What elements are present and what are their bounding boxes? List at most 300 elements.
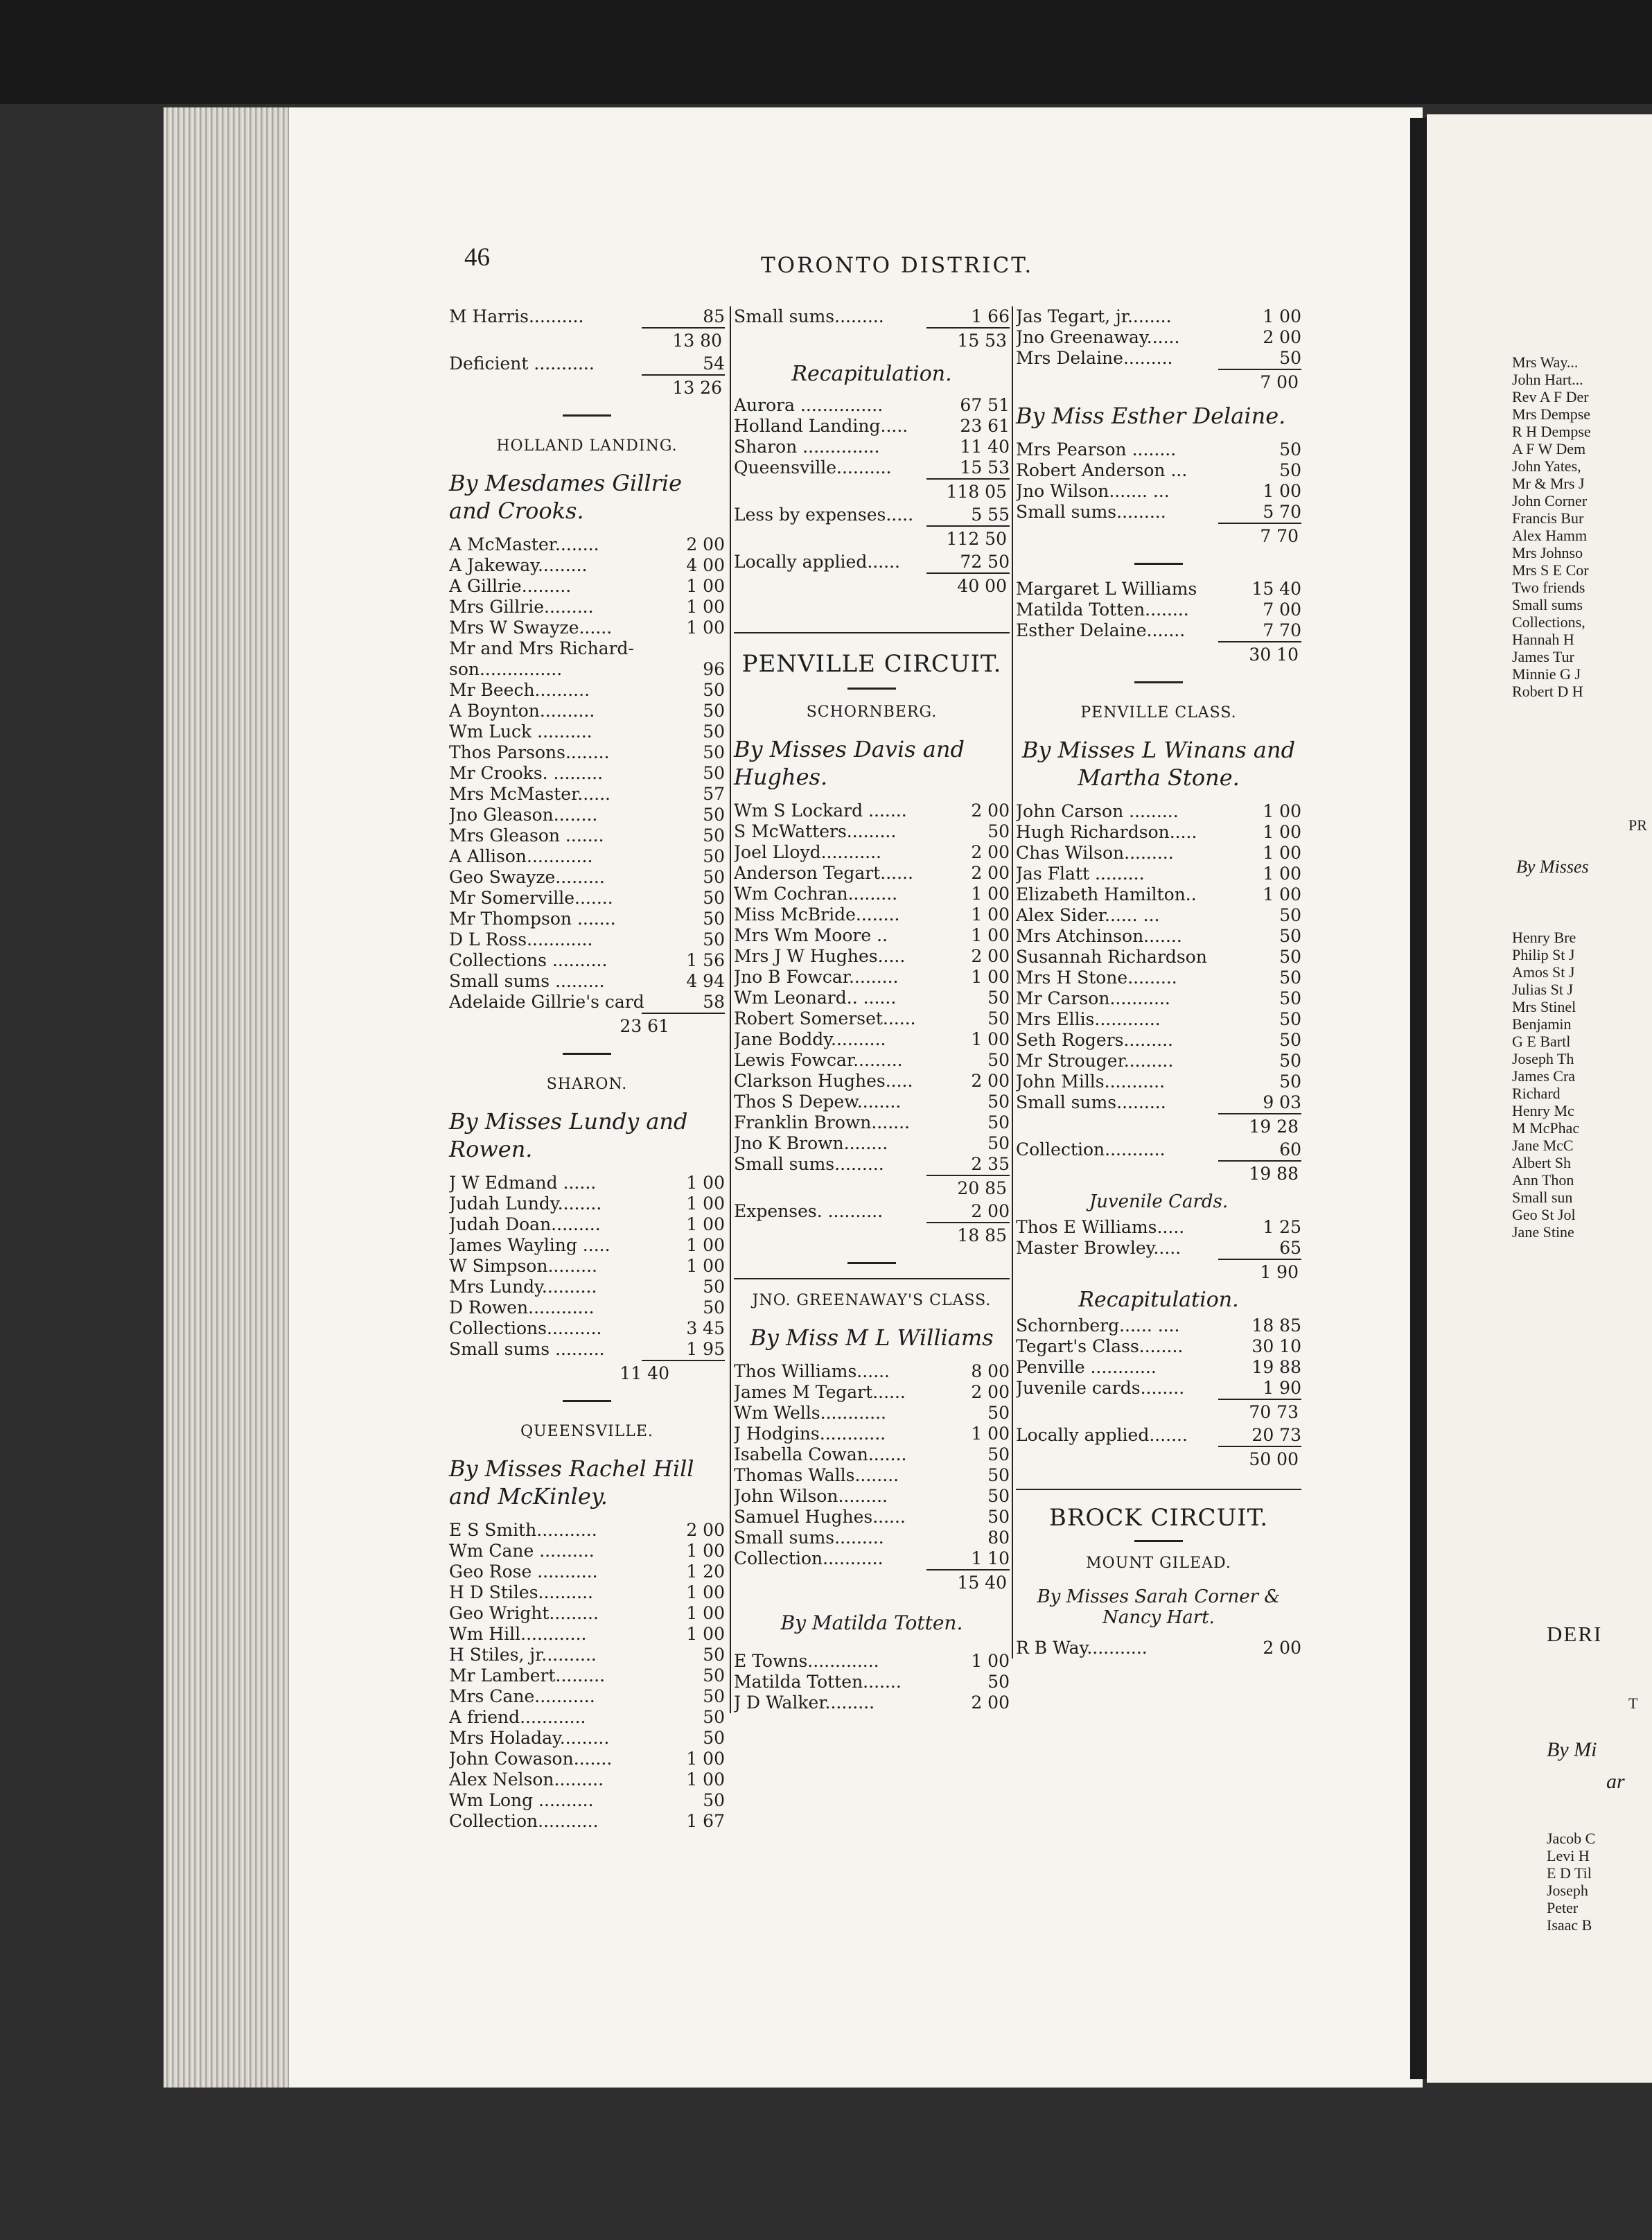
entry-name: Small sums......... <box>734 1154 884 1174</box>
entry-name: Geo Wright......... <box>449 1603 599 1623</box>
entry-amount: 65 <box>1279 1238 1301 1258</box>
right-page-heading: By Misses <box>1516 857 1589 877</box>
entry-row <box>449 1173 725 1193</box>
page-header: TORONTO DISTRICT. <box>761 253 1034 278</box>
entry-amount: 9 03 <box>1263 1092 1301 1112</box>
total: 11 40 <box>620 1363 669 1383</box>
entry-amount: 50 <box>703 680 725 700</box>
right-page-line: Mrs S E Cor <box>1512 561 1589 579</box>
entry-name: D Rowen............ <box>449 1297 595 1318</box>
entry-amount: 50 <box>987 988 1010 1008</box>
entry-row <box>734 1424 1010 1444</box>
section-divider <box>563 414 611 417</box>
right-page-heading: By Mi <box>1547 1738 1597 1761</box>
entry-row <box>449 1603 725 1624</box>
entry-amount: 50 <box>1279 1030 1301 1050</box>
class-rule <box>734 1278 1010 1279</box>
right-page-line: M McPhac <box>1512 1119 1580 1137</box>
entry-row <box>449 1214 725 1235</box>
entry-amount: 7 00 <box>1263 600 1301 620</box>
entries <box>734 800 1010 1175</box>
entry-amount: 1 00 <box>686 1541 725 1561</box>
right-page-line: Mrs Way... <box>1512 353 1579 371</box>
expense-row: Less by expenses..... 5 55 <box>734 505 1010 525</box>
entry-name: Jno Greenaway...... <box>1016 327 1180 347</box>
entry-amount: 1 00 <box>686 1749 725 1769</box>
entry-amount: 1 00 <box>686 1603 725 1623</box>
entry-name: Mrs Gleason ....... <box>449 825 604 846</box>
expense-row: Locally applied....... 20 73 <box>1016 1425 1301 1445</box>
entry-amount: 50 <box>703 1645 725 1665</box>
page-number: 46 <box>464 243 490 272</box>
right-page-line: Jacob C <box>1547 1830 1596 1847</box>
collection-row: Collection........... 60 <box>1016 1139 1301 1160</box>
entry-row <box>449 909 725 929</box>
entry-row <box>449 534 725 555</box>
entry-row <box>1016 348 1301 369</box>
section-divider <box>847 688 896 690</box>
entry-name: Collections.......... <box>449 1318 602 1338</box>
entry-row <box>734 1361 1010 1382</box>
entry-row <box>449 1541 725 1561</box>
entry-amount: 50 <box>987 1403 1010 1423</box>
entry-name: Thos Parsons........ <box>449 742 610 762</box>
entry-name: Mr Lambert......... <box>449 1665 606 1686</box>
entry-amount: 1 00 <box>971 904 1010 925</box>
entry-row <box>1016 947 1301 968</box>
entry-row <box>734 1548 1010 1569</box>
entry-row <box>734 988 1010 1008</box>
collectors-heading: By Miss Esther Delaine. <box>1016 403 1286 429</box>
entry-name: Margaret L Williams <box>1016 579 1197 599</box>
entry-amount: 2 00 <box>971 1692 1010 1713</box>
entry-name: Jno B Fowcar......... <box>734 967 899 987</box>
entries <box>1016 1638 1301 1659</box>
entry-name: Jno Gleason........ <box>449 805 598 825</box>
entry-name: Anderson Tegart...... <box>734 863 913 883</box>
entry-amount: 57 <box>703 784 725 804</box>
entry-name: Mrs McMaster...... <box>449 784 610 804</box>
entry-amount: 1 00 <box>1263 481 1301 501</box>
entry-amount: 50 <box>987 1008 1010 1029</box>
entry-amount: 1 00 <box>971 1424 1010 1444</box>
entry-amount: 1 90 <box>1263 1378 1301 1398</box>
entry-row <box>449 1256 725 1277</box>
entry-name: Mr Crooks. ......... <box>449 763 604 783</box>
entry-amount: 50 <box>703 888 725 908</box>
section-title: SCHORNBERG. <box>806 703 938 721</box>
entry-amount: 2 00 <box>686 534 725 554</box>
section-divider <box>1134 1540 1183 1542</box>
right-page-line: Mrs Dempse <box>1512 405 1591 423</box>
entry-row <box>734 1528 1010 1548</box>
entry-amount: 50 <box>703 805 725 825</box>
entry-row <box>1016 1051 1301 1071</box>
entry-name: Mrs Pearson ........ <box>1016 439 1177 460</box>
entry-amount: 5 70 <box>1263 502 1301 522</box>
entry-name: Juvenile cards........ <box>1016 1378 1185 1398</box>
entry-row <box>449 1561 725 1582</box>
total: 15 53 <box>957 331 1007 351</box>
entry-amount: 1 00 <box>971 1651 1010 1671</box>
entry-amount: 1 95 <box>686 1339 725 1359</box>
entry-name: A Gillrie......... <box>449 576 572 596</box>
entry-row <box>1016 306 1301 327</box>
entry-name: Mr Carson........... <box>1016 988 1170 1008</box>
entry-amount: 1 56 <box>686 950 725 970</box>
entry-name: A friend............ <box>449 1707 586 1727</box>
entry-row <box>1016 1336 1301 1357</box>
right-page-line: Amos St J <box>1512 963 1575 981</box>
total: 15 40 <box>957 1573 1007 1593</box>
entry-row <box>1016 460 1301 481</box>
entry-name: Geo Rose ........... <box>449 1561 598 1582</box>
collectors-heading: By Misses Sarah Corner & Nancy Hart. <box>1037 1586 1281 1628</box>
entry-amount: 1 00 <box>686 1624 725 1644</box>
entry-row <box>449 680 725 701</box>
entry-row <box>449 1749 725 1769</box>
entry-amount: 67 51 <box>960 395 1010 415</box>
total: 30 10 <box>1249 645 1299 665</box>
entry-name: Seth Rogers......... <box>1016 1030 1173 1050</box>
entry-name: Matilda Totten........ <box>1016 600 1189 620</box>
entry-row <box>734 306 1010 327</box>
entry-row <box>449 1318 725 1339</box>
entry-row <box>734 946 1010 967</box>
entry-row <box>734 863 1010 884</box>
entry-amount: 1 00 <box>686 618 725 638</box>
right-page-line: Mrs Stinel <box>1512 998 1576 1015</box>
entry-amount: 50 <box>987 1133 1010 1153</box>
entry-name: Holland Landing..... <box>734 416 908 436</box>
entry-amount: 11 40 <box>960 437 1010 457</box>
entry-amount: 1 00 <box>1263 864 1301 884</box>
right-page-line: A F W Dem <box>1512 440 1586 457</box>
entry-row <box>1016 822 1301 843</box>
deficient-row: Deficient ........... 54 <box>449 353 725 374</box>
entry-row <box>1016 988 1301 1009</box>
entry-amount: 2 00 <box>971 800 1010 821</box>
entry-name: Thos E Williams..... <box>1016 1217 1185 1237</box>
entry-amount: 50 <box>987 1092 1010 1112</box>
entry-name: Thos Williams...... <box>734 1361 890 1381</box>
entry-amount: 50 <box>703 1707 725 1727</box>
entry-amount: 2 00 <box>971 1071 1010 1091</box>
entry-amount: 1 00 <box>686 576 725 596</box>
entry-amount: 2 00 <box>971 863 1010 883</box>
entries <box>734 306 1010 327</box>
right-page-line: G E Bartl <box>1512 1033 1571 1050</box>
entry-row <box>449 888 725 909</box>
entry-name: Wm Leonard.. ...... <box>734 988 897 1008</box>
entry-row <box>734 821 1010 842</box>
entry-amount: 58 <box>703 992 725 1012</box>
entry-row <box>1016 1009 1301 1030</box>
right-page-section-title: PR <box>1628 816 1647 834</box>
entry-name: Clarkson Hughes..... <box>734 1071 913 1091</box>
entry-name: Jas Tegart, jr........ <box>1016 306 1172 326</box>
right-page-list-1 <box>1512 353 1591 700</box>
entry-name: Collection........... <box>734 1548 884 1568</box>
entry-name: D L Ross............ <box>449 929 593 950</box>
entry-amount: 23 61 <box>960 416 1010 436</box>
entry-row <box>734 1050 1010 1071</box>
entry-row <box>1016 1217 1301 1238</box>
right-page-line: Francis Bur <box>1512 509 1584 527</box>
subtotal: 112 50 <box>946 529 1007 549</box>
entry-name: R B Way........... <box>1016 1638 1148 1658</box>
right-page-line: R H Dempse <box>1512 423 1591 440</box>
entry-row <box>734 1651 1010 1672</box>
entry-row <box>734 842 1010 863</box>
subtotal: 13 80 <box>672 331 722 351</box>
entry-amount: 50 <box>703 909 725 929</box>
entry-row <box>734 1071 1010 1092</box>
entry-row <box>734 1672 1010 1692</box>
book-page-edges <box>164 107 295 2088</box>
entry-amount: 7 70 <box>1263 620 1301 640</box>
right-page-line: Benjamin <box>1512 1015 1572 1033</box>
entry-row <box>734 1444 1010 1465</box>
total: 23 61 <box>620 1016 669 1036</box>
entry-name: Mrs Holaday......... <box>449 1728 610 1748</box>
entry-amount: 50 <box>987 1672 1010 1692</box>
entry-row <box>449 1728 725 1749</box>
entry-row <box>449 1520 725 1541</box>
entry-row <box>734 416 1010 437</box>
entry-name: Master Browley..... <box>1016 1238 1181 1258</box>
entry-amount: 1 00 <box>971 925 1010 945</box>
entry-amount: 4 00 <box>686 555 725 575</box>
subtotal: 20 85 <box>957 1178 1007 1198</box>
entry-amount: 50 <box>703 1686 725 1706</box>
right-page-line: Mrs Johnso <box>1512 544 1583 561</box>
entry-name: Mrs J W Hughes..... <box>734 946 906 966</box>
entry-amount: 2 00 <box>971 1382 1010 1402</box>
entry-row <box>449 306 725 327</box>
entry-name: Judah Lundy........ <box>449 1193 602 1214</box>
entry-amount: 2 35 <box>971 1154 1010 1174</box>
right-page-list-2 <box>1512 929 1579 1241</box>
entry-name: Mrs Wm Moore .. <box>734 925 888 945</box>
total: 1 90 <box>1260 1262 1299 1282</box>
entry-name: Jane Boddy.......... <box>734 1029 886 1049</box>
right-page-line: Mr & Mrs J <box>1512 475 1585 492</box>
entry-amount: 15 40 <box>1251 579 1301 599</box>
entry-name: Mrs H Stone......... <box>1016 968 1177 988</box>
entry-name: Mr Strouger......... <box>1016 1051 1174 1071</box>
entries <box>449 1173 725 1360</box>
right-page-line: Henry Bre <box>1512 929 1576 946</box>
entry-name: Penville ............ <box>1016 1357 1157 1377</box>
entry-name: Robert Somerset...... <box>734 1008 916 1029</box>
entry-amount: 2 00 <box>1263 1638 1301 1658</box>
section-title: Recapitulation. <box>1078 1288 1239 1312</box>
section-divider <box>563 1053 611 1055</box>
entry-name: Mr Thompson ....... <box>449 909 616 929</box>
entry-row <box>734 1486 1010 1507</box>
entry-amount: 50 <box>703 763 725 783</box>
entry-amount: 50 <box>987 821 1010 841</box>
right-page-line: Rev A F Der <box>1512 388 1589 405</box>
entries <box>1016 579 1301 641</box>
entry-name: Miss McBride........ <box>734 904 900 925</box>
column-2 <box>730 306 1010 1713</box>
right-page-line: Jane McC <box>1512 1137 1574 1154</box>
entry-amount: 50 <box>1279 348 1301 368</box>
entry-amount: 4 94 <box>686 971 725 991</box>
entry-row <box>734 1092 1010 1112</box>
circuit-rule <box>1016 1489 1301 1490</box>
column-1 <box>449 306 725 1832</box>
right-page-line: Levi H <box>1547 1847 1590 1864</box>
entry-row <box>734 1403 1010 1424</box>
entry-amount: 2 00 <box>1263 327 1301 347</box>
entry-amount: 50 <box>1279 905 1301 925</box>
total: 19 88 <box>1249 1164 1299 1184</box>
entry-row <box>734 904 1010 925</box>
entries <box>1016 1315 1301 1399</box>
entry-amount: 1 10 <box>971 1548 1010 1568</box>
entry-name: Thomas Walls........ <box>734 1465 899 1485</box>
entry-row <box>449 1235 725 1256</box>
total: 7 70 <box>1260 526 1299 546</box>
subtotal: 70 73 <box>1249 1402 1299 1422</box>
right-page-line: John Corner <box>1512 492 1588 509</box>
right-page-line: Small sums <box>1512 596 1583 613</box>
right-page-line: Alex Hamm <box>1512 527 1588 544</box>
right-page-line: Hannah H <box>1512 631 1574 648</box>
entry-name: Sharon .............. <box>734 437 880 457</box>
entry-name: W Simpson......... <box>449 1256 597 1276</box>
section-divider <box>1134 681 1183 683</box>
entry-row <box>1016 1071 1301 1092</box>
entry-row <box>734 1382 1010 1403</box>
entry-row <box>449 1277 725 1297</box>
entry-name: Susannah Richardson <box>1016 947 1207 967</box>
entry-row <box>734 1465 1010 1486</box>
column-3 <box>1012 306 1301 1659</box>
entry-name: Small sums ......... <box>449 1339 605 1359</box>
collectors-heading: By Miss M L Williams <box>750 1324 994 1351</box>
entry-row <box>449 597 725 618</box>
section-title: Recapitulation. <box>791 362 952 386</box>
entry-row <box>1016 1315 1301 1336</box>
entry-name: Small sums......... <box>734 1528 884 1548</box>
entry-row <box>734 1507 1010 1528</box>
entry-amount: 1 66 <box>971 306 1010 326</box>
entry-row <box>1016 926 1301 947</box>
right-page-line: Collections, <box>1512 613 1585 631</box>
entry-row <box>734 437 1010 457</box>
right-page-line: Isaac B <box>1547 1916 1592 1934</box>
entry-amount: 1 00 <box>1263 822 1301 842</box>
entry-amount: 50 <box>987 1050 1010 1070</box>
entry-row <box>734 1029 1010 1050</box>
entry-row <box>1016 1030 1301 1051</box>
entry-name: A Boynton.......... <box>449 701 595 721</box>
entry-amount: 50 <box>1279 439 1301 460</box>
right-page-line: Minnie G J <box>1512 665 1581 683</box>
entry-name: Mr Beech.......... <box>449 680 590 700</box>
entry-row <box>1016 502 1301 523</box>
entry-amount: 50 <box>1279 1051 1301 1071</box>
entries <box>1016 1217 1301 1259</box>
collectors-heading: By Mesdames Gillrie and Crooks. <box>449 470 683 524</box>
entry-amount: 50 <box>703 846 725 866</box>
entry-name: John Carson ......... <box>1016 801 1179 821</box>
entry-name: Aurora ............... <box>734 395 884 415</box>
entry-amount: 1 00 <box>686 597 725 617</box>
entry-amount: 1 00 <box>1263 306 1301 326</box>
entry-amount: 1 00 <box>1263 884 1301 904</box>
entry-name: Geo Swayze......... <box>449 867 605 887</box>
total: 40 00 <box>957 576 1007 596</box>
entry-row <box>449 1686 725 1707</box>
entry-name: Wm Cane .......... <box>449 1541 595 1561</box>
entry-row <box>1016 1238 1301 1259</box>
entry-name: John Wilson......... <box>734 1486 888 1506</box>
entry-amount: 50 <box>703 721 725 742</box>
section-title: JNO. GREENAWAY'S CLASS. <box>752 1292 992 1309</box>
entry-row <box>1016 1092 1301 1113</box>
entry-row <box>449 576 725 597</box>
entry-amount: 50 <box>703 1297 725 1318</box>
entry-row <box>449 1624 725 1645</box>
entry-row <box>449 1297 725 1318</box>
entry-name: Alex Sider...... ... <box>1016 905 1160 925</box>
entry-name: Mr and Mrs Richard- <box>449 638 635 658</box>
entries <box>734 1361 1010 1569</box>
entry-row <box>1016 801 1301 822</box>
entry-name: Jno K Brown........ <box>734 1133 888 1153</box>
collectors-heading: By Misses Lundy and Rowen. <box>449 1108 688 1162</box>
entry-amount: 1 20 <box>686 1561 725 1582</box>
right-page-line: Henry Mc <box>1512 1102 1574 1119</box>
entry-amount: 50 <box>703 825 725 846</box>
entry-amount: 50 <box>987 1507 1010 1527</box>
entry-row <box>449 1707 725 1728</box>
section-title: Juvenile Cards. <box>1089 1191 1229 1212</box>
entry-row <box>734 967 1010 988</box>
entry-row <box>1016 600 1301 620</box>
entry-row <box>1016 439 1301 460</box>
entry-name: Small sums......... <box>1016 502 1166 522</box>
entry-row <box>1016 1638 1301 1659</box>
entry-name: Isabella Cowan....... <box>734 1444 907 1464</box>
entry-name: John Mills........... <box>1016 1071 1166 1092</box>
section-title: QUEENSVILLE. <box>520 1423 653 1440</box>
entry-name: Small sums......... <box>734 306 884 326</box>
entry-row <box>449 784 725 805</box>
entry-row <box>449 1769 725 1790</box>
entry-name: Wm Luck .......... <box>449 721 592 742</box>
entry-name: Mrs Gillrie......... <box>449 597 594 617</box>
entry-amount: 1 00 <box>686 1193 725 1214</box>
entry-name: Samuel Hughes...... <box>734 1507 906 1527</box>
entry-name: Wm Long .......... <box>449 1790 594 1810</box>
entry-row <box>449 1790 725 1811</box>
entry-amount: 50 <box>703 1277 725 1297</box>
entry-name: Small sums ......... <box>449 971 605 991</box>
entry-row <box>734 1692 1010 1713</box>
entry-amount: 50 <box>703 701 725 721</box>
right-page-line: Ann Thon <box>1512 1171 1574 1189</box>
right-page-line: Robert D H <box>1512 683 1583 700</box>
right-page-circuit-title: DERI <box>1547 1622 1603 1646</box>
entry-name: Alex Nelson......... <box>449 1769 604 1790</box>
entry-row <box>449 929 725 950</box>
